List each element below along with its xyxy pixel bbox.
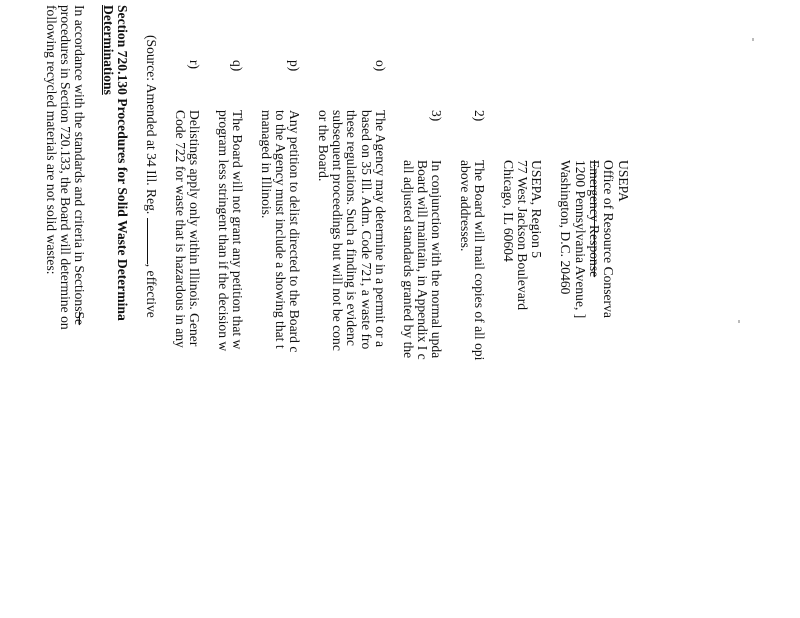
item3-line1: In conjunction with the normal upda	[429, 160, 444, 359]
item-o-line5: or the Board.	[316, 110, 331, 182]
item2-line2: above addresses.	[458, 160, 473, 252]
item-q-line2: program less stringent than if the decision w	[216, 110, 231, 352]
address1-line2: Office of Resource Conserva	[601, 160, 616, 318]
item2-line1: The Board will mail copies of all opi	[472, 160, 487, 361]
final-para-line1-text: In accordance with the standards and criteria in Sections	[72, 5, 87, 312]
item-p-line3: managed in Illinois.	[259, 110, 274, 219]
address1-line3: Emergency Response	[587, 160, 602, 278]
address2-line2: 77 West Jackson Boulevard	[515, 160, 530, 311]
source-note	[144, 35, 158, 318]
item-r-marker: r)	[187, 60, 202, 70]
item-r-line1: Delistings apply only within Illinois. Gener	[187, 110, 202, 347]
item2-marker: 2)	[472, 110, 487, 122]
address1-line1: USEPA	[616, 160, 631, 202]
item-o-line3: these regulations. Such a finding is evidenc	[344, 110, 359, 346]
final-para-line1-struck: Se	[72, 311, 87, 326]
section-heading: Section 720.130 Procedures for Solid Waste Determina	[115, 5, 130, 321]
address2-line3: Chicago, IL 60604	[501, 160, 516, 262]
final-para-line2: procedures in Section 720.133, the Board will determine on	[58, 5, 73, 330]
item-o-line4: subsequent proceedings but will not be conc	[330, 110, 345, 351]
address1-line5: Washington, D.C. 20460	[558, 160, 573, 295]
item-p-line1: Any petition to delist directed to the Board c	[287, 110, 302, 353]
item3-line2: Board will maintain, in Appendix I c	[415, 160, 430, 360]
item-o-line1: The Agency may determine in a permit or a	[373, 110, 388, 348]
source-note-prefix: (Source: Amended at 34 Ill. Reg.	[144, 35, 159, 218]
item-q-marker: q)	[230, 60, 245, 72]
item3-marker: 3)	[429, 110, 444, 122]
item-p-line2: to the Agency must include a showing that t	[273, 110, 288, 349]
final-para-line1	[72, 5, 86, 325]
address1-line4: 1200 Pennsylvania Avenue, ]	[573, 160, 588, 319]
address2-line1: USEPA, Region 5	[529, 160, 544, 259]
item-r-line2: Code 722 for waste that is hazardous in any	[173, 110, 188, 348]
source-blank-line	[147, 218, 158, 264]
section-heading-continued: Determinations	[101, 5, 116, 95]
item-q-line1: The Board will not grant any petition that w	[230, 110, 245, 350]
final-para-line3: following recycled materials are not solid wastes:	[44, 5, 59, 275]
item3-line3: all adjusted standards granted by the	[401, 160, 416, 359]
item-o-marker: o)	[373, 60, 388, 72]
source-note-suffix: , effective	[144, 263, 159, 318]
item-o-line2: based on 35 Ill. Adm. Code 721, a waste fro	[359, 110, 374, 350]
item-p-marker: p)	[287, 60, 302, 72]
